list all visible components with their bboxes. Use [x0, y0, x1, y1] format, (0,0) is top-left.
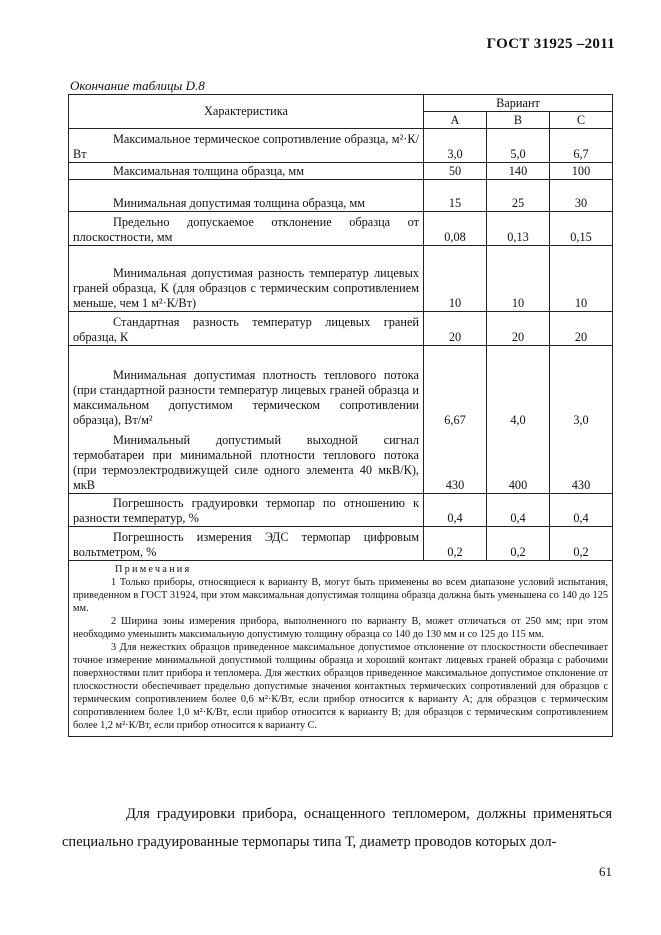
table-row: [69, 246, 613, 312]
row-text: Погрешность измерения ЭДС термопар цифровым вольтметром, %: [69, 527, 424, 561]
row-text: Минимальная допустимая разность температур лицевых граней образца, К (для образцов с термическим сопротивлением меньше, чем 1 м²·К/Вт): [69, 246, 424, 312]
table-row: [69, 163, 613, 180]
value-a: 6,67: [424, 346, 487, 428]
body-paragraph: Для градуировки прибора, оснащенного тепломером, должны применяться специально градуированные термопары типа Т, диаметр проводов которых дол-: [62, 806, 612, 850]
table-row: [69, 346, 613, 428]
value-a: 3,0: [424, 129, 487, 163]
value-b: 5,0: [487, 129, 550, 163]
value-c: 430: [550, 428, 613, 494]
spec-table: [68, 94, 613, 737]
table-row: [69, 180, 613, 212]
row-text: Минимальный допустимый выходной сигнал термобатареи при минимальной плотности теплового потока (при термоэлектродвижущей силе одного элемента 40 мкВ/К), мкВ: [69, 428, 424, 494]
value-b: 10: [487, 246, 550, 312]
header-variant: Вариант: [424, 95, 613, 112]
table-header-row: [69, 95, 613, 112]
note-1: 1 Только приборы, относящиеся к варианту В, могут быть применены во всем диапазоне условий испытания, приведенном в ГОСТ 31924, при этом максимальная допустимая толщина образца должна быть уменьшена со 140 до 125 мм.: [73, 577, 608, 614]
value-b: 140: [487, 163, 550, 180]
row-text: Максимальная толщина образца, мм: [69, 163, 424, 180]
value-c: 30: [550, 180, 613, 212]
table-row: [69, 312, 613, 346]
header-characteristic: Характеристика: [69, 95, 424, 129]
table-row: [69, 428, 613, 494]
notes-title: Примечания: [115, 564, 192, 575]
row-text: Минимальная допустимая плотность теплового потока (при стандартной разности температур лицевых граней образца и максимальном допустимом термическом сопротивлении образца), Вт/м²: [69, 346, 424, 428]
value-a: 0,4: [424, 494, 487, 527]
table-row: [69, 212, 613, 246]
row-text: Максимальное термическое сопротивление образца, м²·К/ Вт: [69, 129, 424, 163]
value-c: 0,15: [550, 212, 613, 246]
value-b: 0,2: [487, 527, 550, 561]
value-a: 0,2: [424, 527, 487, 561]
value-c: 100: [550, 163, 613, 180]
table-notes: [69, 561, 613, 737]
value-c: 0,2: [550, 527, 613, 561]
table-row: [69, 494, 613, 527]
note-3: 3 Для нежестких образцов приведенное максимальное допустимое отклонение от плоскостности обеспечивает точное измерение минимальной допустимой толщины образца и хороший контакт лицевых граней образца с рабочими поверхностями плит прибора и тепломера. Для жестких образцов приведенное максимальное допустимое отклонение от плоскостности обеспечивает предельно допустимые значения контактных термических сопротивлений для образцов с термическим сопротивлением более 0,6 м²·К/Вт, если прибор относится к варианту А; для образцов с термическим сопротивлением более 1,0 м²·К/Вт, если прибор относится к варианту В; для образцов с термическим сопротивлением более 1,2 м²·К/Вт, если прибор относится к варианту С.: [73, 642, 608, 731]
row-text: Предельно допускаемое отклонение образца от плоскостности, мм: [69, 212, 424, 246]
value-c: 0,4: [550, 494, 613, 527]
row-text: Погрешность градуировки термопар по отношению к разности температур, %: [69, 494, 424, 527]
table-row: [69, 527, 613, 561]
value-a: 430: [424, 428, 487, 494]
value-a: 10: [424, 246, 487, 312]
value-a: 20: [424, 312, 487, 346]
value-b: 0,4: [487, 494, 550, 527]
value-b: 400: [487, 428, 550, 494]
header-variant-c: С: [550, 112, 613, 129]
value-b: 0,13: [487, 212, 550, 246]
value-b: 4,0: [487, 346, 550, 428]
row-text: Минимальная допустимая толщина образца, мм: [69, 180, 424, 212]
table-row: [69, 129, 613, 163]
header-variant-b: В: [487, 112, 550, 129]
value-b: 20: [487, 312, 550, 346]
value-c: 3,0: [550, 346, 613, 428]
value-a: 15: [424, 180, 487, 212]
value-a: 0,08: [424, 212, 487, 246]
row-text: Стандартная разность температур лицевых граней образца, К: [69, 312, 424, 346]
table-notes-row: [69, 561, 613, 737]
page-number: 61: [599, 864, 612, 879]
table-caption: Окончание таблицы D.8: [70, 78, 205, 93]
value-c: 20: [550, 312, 613, 346]
note-2: 2 Ширина зоны измерения прибора, выполненного по варианту В, может отличаться от 250 мм; при этом необходимо уменьшить максимальную допустимую толщину образца со 140 до 130 мм и со 125 до 115 мм.: [73, 616, 608, 640]
value-a: 50: [424, 163, 487, 180]
value-c: 10: [550, 246, 613, 312]
header-variant-a: А: [424, 112, 487, 129]
value-c: 6,7: [550, 129, 613, 163]
document-code: ГОСТ 31925 –2011: [486, 36, 615, 52]
value-b: 25: [487, 180, 550, 212]
